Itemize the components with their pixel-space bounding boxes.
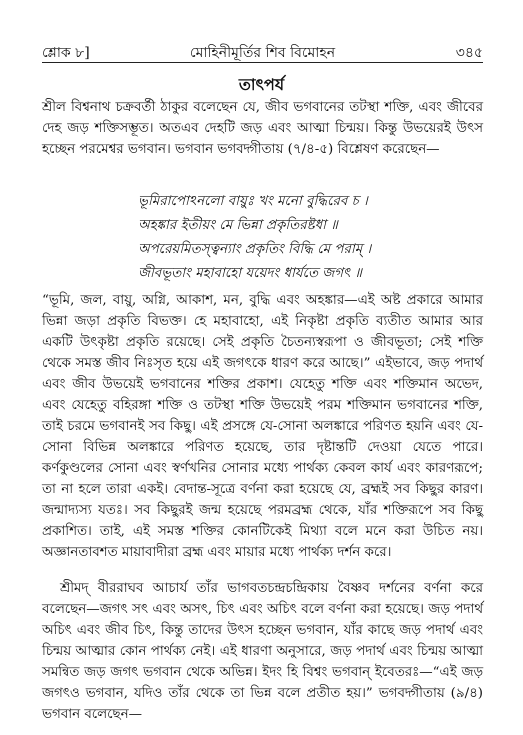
paragraph-intro (42, 97, 483, 160)
sanskrit-verse (138, 190, 483, 286)
running-header (42, 41, 483, 61)
verse-line: অহঙ্কার ইতীয়ং মে ভিন্না প্রকৃতিরষ্টধা ॥ (138, 218, 338, 233)
header-chapter-title: মোহিনীমূর্তির শিব বিমোহন (189, 45, 336, 61)
section-title: তাৎপর্য (238, 75, 285, 94)
verse-line: জীবভূতাং মহাবাহো যয়েদং ধার্যতে জগৎ ॥ (138, 266, 363, 281)
header-verse-ref: শ্লোক ৮] (42, 45, 90, 61)
paragraph-commentary (42, 578, 483, 725)
paragraph-translation (42, 290, 483, 563)
paragraph-text: শ্রীমদ্ বীররাঘব আচার্য তাঁর ভাগবতচন্দ্রচন্দ্রিকায় বৈষ্ণব দর্শনের বর্ণনা করে বলেছেন—জগৎ সৎ এবং অসৎ, চিৎ এবং অচিৎ বলে বর্ণনা করা হয়েছে। জড় পদার্থ অচিৎ এবং জীব চিৎ, কিন্তু তাদের উৎস হচ্ছেন ভগবান, যাঁর কাছে জড় পদার্থ এবং চিন্ময় আত্মার কোন পার্থক্য নেই। এই ধারণা অনুসারে, জড় পদার্থ এবং চিন্ময় আত্মা সমন্বিত জড় জগৎ ভগবান থেকে অভিন্ন। ইদং হি বিশ্বং ভগবান্ ইবেতরঃ—“এই জড় জগৎও ভগবান, যদিও তাঁর থেকে তা ভিন্ন বলে প্রতীত হয়।” ভগবদ্গীতায় (৯/৪) ভগবান বলেছেন— (42, 581, 483, 722)
paragraph-text: শ্রীল বিশ্বনাথ চক্রবর্তী ঠাকুর বলেছেন যে, জীব ভগবানের তটস্থা শক্তি, এবং জীবের দেহ জড় শক্তিসম্ভূত। অতএব দেহটি জড় এবং আত্মা চিন্ময়। কিন্তু উভয়েরই উৎস হচ্ছেন পরমেশ্বর ভগবান। ভগবান ভগবদ্গীতায় (৭/৪-৫) বিশ্লেষণ করেছেন— (42, 100, 483, 157)
header-page-number: ৩৪৫ (455, 45, 483, 61)
verse-line: ভূমিরাপোঽনলো বায়ুঃ খং মনো বুদ্ধিরেব চ । (138, 194, 368, 209)
verse-line: অপরেয়মিতস্ত্বন্যাং প্রকৃতিং বিদ্ধি মে পরাম্ । (138, 242, 372, 257)
header-rule (42, 62, 483, 63)
paragraph-text: “ভূমি, জল, বায়ু, অগ্নি, আকাশ, মন, বুদ্ধি এবং অহঙ্কার—এই অষ্ট প্রকারে আমার ভিন্না জড়া প্রকৃতি বিভক্ত। হে মহাবাহো, এই নিকৃষ্টা প্রকৃতি ব্যতীত আমার আর একটি উৎকৃষ্টা প্রকৃতি রয়েছে। সেই প্রকৃতি চৈতন্যস্বরূপা ও জীবভূতা; সেই শক্তি থেকে সমস্ত জীব নিঃসৃত হয়ে এই জগৎকে ধারণ করে আছে।” এইভাবে, জড় পদার্থ এবং জীব উভয়েই ভগবানের শক্তির প্রকাশ। যেহেতু শক্তি এবং শক্তিমান অভেদ, এবং যেহেতু বহিরঙ্গা শক্তি ও তটস্থা শক্তি উভয়েই পরম শক্তিমান ভগবানের শক্তি, তাই চরমে ভগবানই সব কিছু। এই প্রসঙ্গে যে-সোনা অলঙ্কারে পরিণত হয়নি এবং যে-সোনা বিভিন্ন অলঙ্কারে পরিণত হয়েছে, তার দৃষ্টান্তটি দেওয়া যেতে পারে। কর্ণকুণ্ডলের সোনা এবং স্বর্ণখনির সোনার মধ্যে পার্থক্য কেবল কার্য এবং কারণরূপে; তা না হলে তারা একই। বেদান্ত-সূত্রে বর্ণনা করা হয়েছে যে, ব্রহ্মই সব কিছুর কারণ। জন্মাদ্যস্য যতঃ। সব কিছুরই জন্ম হয়েছে পরমব্রহ্ম থেকে, যাঁর শক্তিরূপে সব কিছু প্রকাশিত। তাই, এই সমস্ত শক্তির কোনটিকেই মিথ্যা বলে মনে করা উচিত নয়। অজ্ঞানতাবশত মায়াবাদীরা ব্রহ্ম এবং মায়ার মধ্যে পার্থক্য দর্শন করে। (42, 293, 483, 560)
